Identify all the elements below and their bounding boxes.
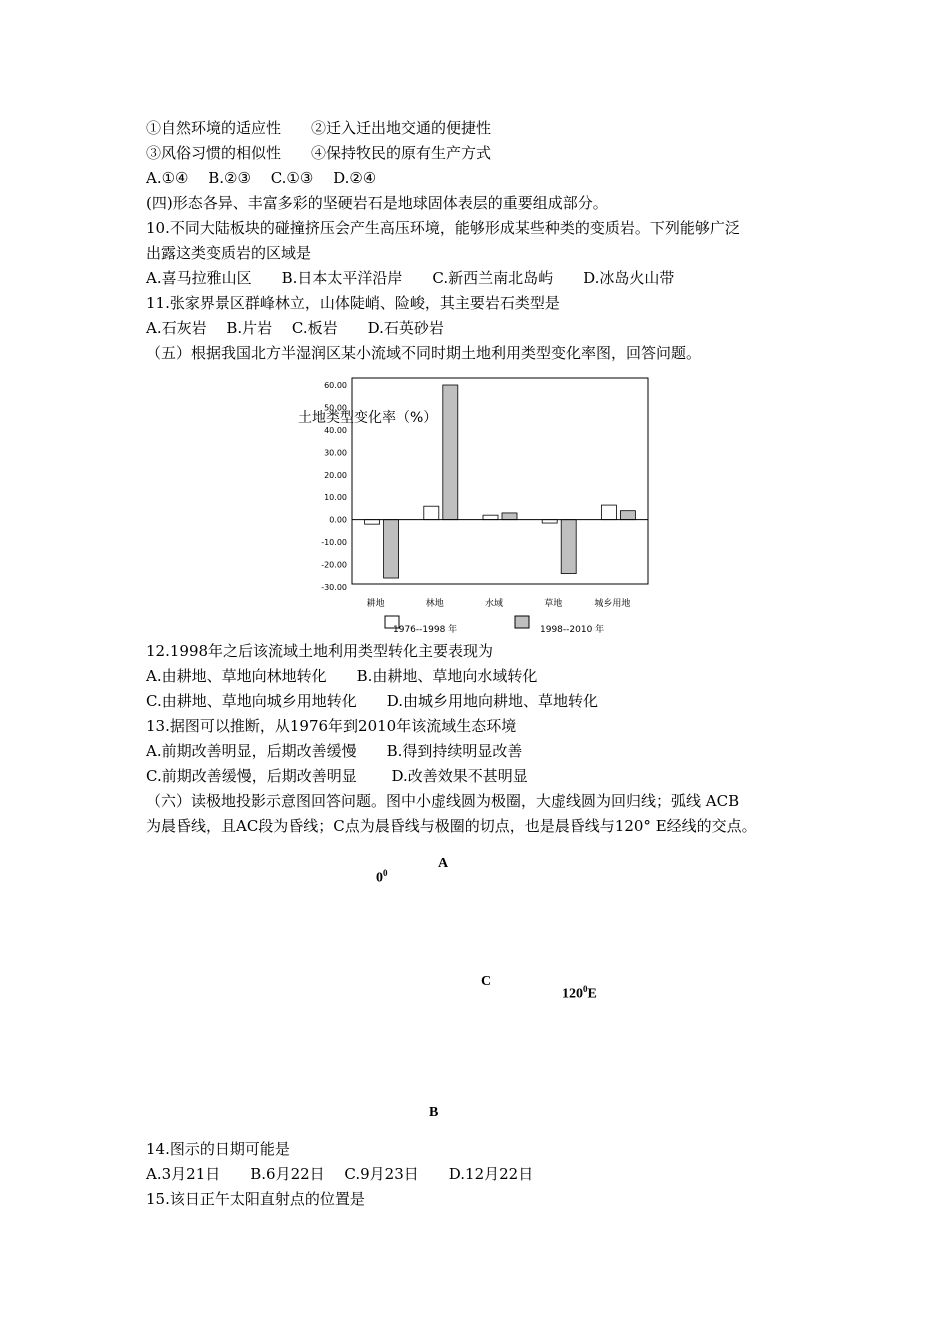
y-tick-label: 20.00 (324, 470, 347, 480)
option-line: ①自然环境的适应性 ②迁入迁出地交通的便捷性 (146, 119, 492, 137)
bar-耕地-series-2 (384, 520, 399, 578)
y-tick-label: 0.00 (329, 515, 347, 525)
question-10-cont: 出露这类变质岩的区域是 (146, 244, 312, 262)
x-category-label: 耕地 (366, 599, 385, 609)
x-category-label: 草地 (544, 599, 563, 609)
question-13: 13.据图可以推断，从1976年到2010年该流域生态环境 (146, 717, 517, 735)
bar-水域-series-1 (483, 515, 498, 519)
answer-choices: A.①④ B.②③ C.①③ D.②④ (146, 169, 377, 187)
x-category-label: 水域 (484, 599, 504, 609)
y-tick-label: 40.00 (324, 425, 347, 435)
legend-label-1: 1976--1998 年 (393, 625, 458, 635)
zero-meridian-label: $0^0$ (376, 868, 388, 886)
point-c-label: C (481, 974, 492, 989)
x-category-labels (367, 597, 631, 609)
answer-choices: C.前期改善缓慢，后期改善明显 D.改善效果不甚明显 (146, 767, 528, 785)
x-category-label: 林地 (425, 599, 444, 609)
meridian-120e-label: $120^0E$ (562, 984, 597, 1002)
chart-svg (290, 370, 670, 645)
y-tick-label: -30.00 (321, 583, 347, 592)
bar-城乡用地-series-2 (620, 511, 635, 520)
section-heading: （五）根据我国北方半湿润区某小流域不同时期土地利用类型变化率图，回答问题。 (146, 344, 702, 362)
bar-水域-series-2 (502, 513, 517, 520)
answer-choices: A.由耕地、草地向林地转化 B.由耕地、草地向水域转化 (146, 667, 538, 685)
answer-choices: A.喜马拉雅山区 B.日本太平洋沿岸 C.新西兰南北岛屿 D.冰岛火山带 (146, 269, 675, 287)
question-11: 11.张家界景区群峰林立，山体陡峭、险峻，其主要岩石类型是 (146, 294, 560, 312)
y-tick-label: 10.00 (324, 493, 347, 503)
y-tick-label: 30.00 (324, 448, 347, 458)
section-heading: （六）读极地投影示意图回答问题。图中小虚线圆为极圈，大虚线圆为回归线；弧线 ACB (146, 792, 740, 810)
bar-城乡用地-series-1 (601, 505, 616, 520)
question-14: 14.图示的日期可能是 (146, 1140, 290, 1158)
y-tick-label: -20.00 (321, 560, 347, 570)
answer-choices: A.前期改善明显，后期改善缓慢 B.得到持续明显改善 (146, 742, 523, 760)
bar-林地-series-2 (443, 385, 458, 520)
x-category-label: 城乡用地 (594, 599, 631, 609)
section-heading: (四)形态各异、丰富多彩的坚硬岩石是地球固体表层的重要组成部分。 (146, 194, 608, 212)
question-10: 10.不同大陆板块的碰撞挤压会产生高压环境，能够形成某些种类的变质岩。下列能够广泛 (146, 219, 740, 237)
y-tick-label: 50.00 (324, 403, 347, 413)
answer-choices: A.石灰岩 B.片岩 C.板岩 D.石英砂岩 (146, 319, 444, 337)
land-use-change-chart (290, 370, 670, 645)
bar-草地-series-1 (542, 520, 557, 523)
legend-label-2: 1998--2010 年 (540, 625, 605, 635)
question-15: 15.该日正午太阳直射点的位置是 (146, 1190, 365, 1208)
y-tick-label: 60.00 (324, 381, 347, 390)
legend-swatch-2 (515, 616, 529, 628)
option-line: ③风俗习惯的相似性 ④保持牧民的原有生产方式 (146, 144, 492, 162)
answer-choices: A.3月21日 B.6月22日 C.9月23日 D.12月22日 (146, 1165, 534, 1183)
legend (385, 616, 604, 635)
answer-choices: C.由耕地、草地向城乡用地转化 D.由城乡用地向耕地、草地转化 (146, 692, 598, 710)
bar-耕地-series-1 (365, 520, 380, 524)
y-tick-label: -10.00 (321, 538, 347, 548)
chart-title: 土地类型变化率（%） (298, 410, 438, 426)
point-b-label: B (429, 1105, 439, 1120)
bar-林地-series-1 (424, 506, 439, 519)
section-heading-cont: 为晨昏线，且AC段为昏线；C点为晨昏线与极圈的切点，也是晨昏线与120° E经线的交点。 (146, 817, 757, 835)
point-a-label: A (438, 856, 449, 871)
bar-草地-series-2 (561, 520, 576, 574)
question-12: 12.1998年之后该流域土地利用类型转化主要表现为 (146, 642, 494, 660)
